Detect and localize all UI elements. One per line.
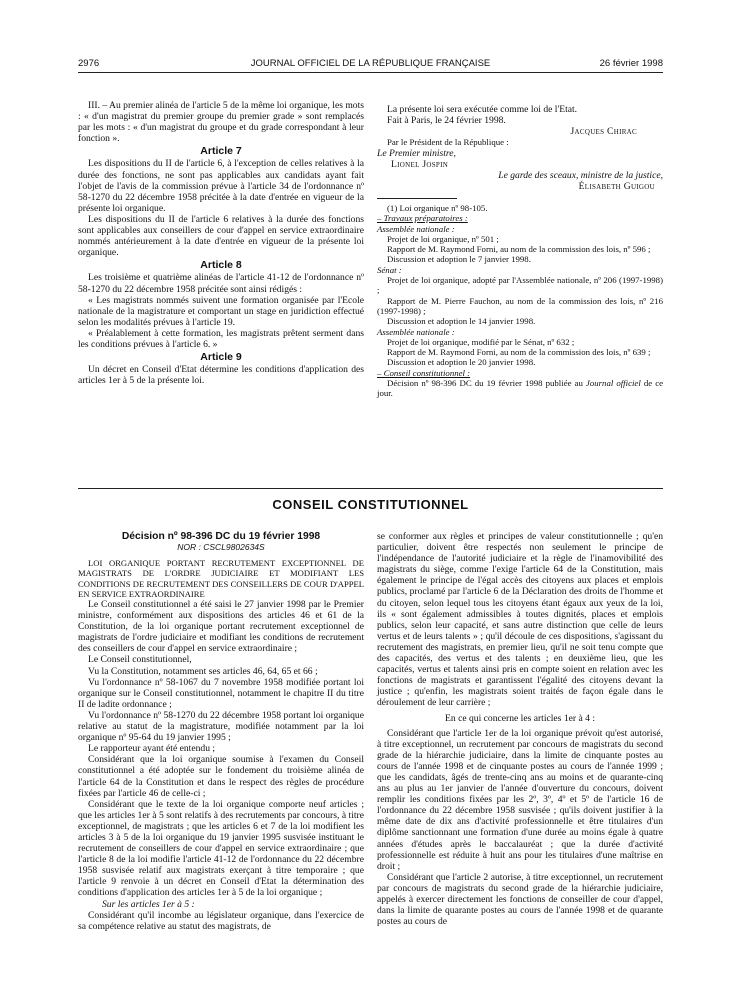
- article-7-para-1: Les dispositions du II de l'article 6, à l'exception de celles relatives à la durée des fonctions, ne sont pas applicables aux candidats ayant fait l'objet de l'avis de la commission prévue à l'article 34 de l'ordonnance nº 58-1270 du 22 décembre 1958 précitée à la date d'entrée en vigueur de la présente loi organique.: [78, 158, 364, 214]
- paragraph: Considérant que l'article 2 autorise, à titre exceptionnel, un recrutement par concours de magistrats du second grade de la hiérarchie judiciaire, appelés à exercer directement les fonctions de conseiller de cour d'appel, dans la limite de quarante postes au cours de l'année 1998 et de quarante postes au cours de: [377, 871, 663, 928]
- bottom-right-column: [377, 531, 663, 927]
- president-signature: Jacques Chirac: [570, 126, 637, 138]
- an2-item-c: Discussion et adoption le 20 janvier 1998.: [387, 357, 536, 368]
- footnote-1: (1) Loi organique nº 98-105.: [387, 202, 488, 213]
- paragraph: Considérant que le texte de la loi organique comporte neuf articles ; que les articles 1er à 5 sont relatifs à des recrutements par concours, à titre exceptionnel, de magistrats ; que les articles 6 et 7 de la loi modifient les articles 3 à 5 de la loi organique du 19 janvier 1995 susvisée instituant le recrutement de conseillers de cour d'appel en service extraordinaire ; que l'article 8 de la loi modifie l'article 41-12 de l'ordonnance du 22 décembre 1958 susvisée relatif aux magistrats exerçant à titre temporaire ; que l'article 9 renvoie à un décret en Conseil d'Etat la détermination des conditions d'application des articles 1er à 5 de la loi organique ;: [78, 798, 364, 899]
- execution-clause: La présente loi sera exécutée comme loi de l'Etat.: [387, 104, 578, 115]
- article-9-para-1: Un décret en Conseil d'Etat détermine les conditions d'application des articles 1er à 5 de la présente loi.: [78, 364, 364, 387]
- paragraph: Vu l'ordonnance nº 58-1067 du 7 novembre 1958 modifiée portant loi organique sur le Conseil constitutionnel, notamment le chapitre II du titre II de ladite ordonnance ;: [78, 676, 364, 710]
- section-rule: [78, 488, 663, 489]
- paragraph: Considérant qu'il incombe au législateur organique, dans l'exercice de sa compétence relative au statut des magistrats, de: [78, 909, 364, 932]
- running-header: [78, 58, 663, 72]
- justice-minister-title: Le garde des sceaux, ministre de la justice,: [498, 169, 663, 181]
- paragraph: Considérant que l'article 1er de la loi organique prévoit qu'est autorisé, à titre exceptionnel, un recrutement par concours de magistrats du second grade de la hiérarchie judiciaire, dans la limite de cinquante postes au cours de l'année 1998 et de cinquante postes au cours de l'année 1999 ; que les candidats, âgés de trente-cinq ans au moins et de quarante-cinq ans au plus au 1er janvier de l'année d'ouverture du concours, doivent remplir les conditions fixées par les 2º, 3º, 4º et 5º de l'article 16 de l'ordonnance du 22 décembre 1958 susvisée ; qu'ils doivent justifier à la même date de dix ans d'activité professionnelle et être titulaires d'un diplôme sanctionnant une formation d'une durée au moins égale à quatre années d'études après le baccalauréat ; que la durée d'activité professionnelle est réduite à huit ans pour les titulaires d'une maîtrise en droit ;: [377, 727, 663, 872]
- article-9-heading: Article 9: [200, 351, 242, 364]
- paragraph: Le Conseil constitutionnel a été saisi le 27 janvier 1998 par le Premier ministre, conformément aux dispositions des articles 46 et 61 de la Constitution, de la loi organique portant recrutement exceptionnel de magistrats de l'ordre judiciaire et modifiant les conditions de recrutement des conseillers de cour d'appel en service extraordinaire ;: [78, 599, 364, 655]
- an2-heading: Assemblée nationale :: [377, 326, 455, 337]
- article-8-para-3: « Préalablement à cette formation, les magistrats prêtent serment dans les conditions prévues à l'article 6. »: [78, 327, 364, 350]
- top-right-column: [377, 104, 663, 399]
- travaux-heading: – Travaux préparatoires :: [377, 213, 468, 224]
- nor-reference: NOR : CSCL9802634S: [177, 542, 265, 553]
- an1-item-b: Rapport de M. Raymond Forni, au nom de la commission des lois, nº 596 ;: [387, 244, 651, 255]
- cc-item: [377, 378, 663, 399]
- footnotes: [377, 203, 663, 399]
- top-left-column: [78, 100, 364, 386]
- by-president: Par le Président de la République :: [387, 137, 509, 148]
- header-rule: [78, 72, 663, 73]
- subheading-articles-1-4: En ce qui concerne les articles 1er à 4 :: [445, 712, 595, 724]
- senat-item-b: Rapport de M. Pierre Fauchon, au nom de la commission des lois, nº 216 (1997-1998) ;: [377, 295, 663, 316]
- done-at: Fait à Paris, le 24 février 1998.: [387, 115, 506, 127]
- bottom-left-column: [78, 531, 364, 932]
- an2-item-b: Rapport de M. Raymond Forni, au nom de la commission des lois, nº 639 ;: [387, 347, 651, 358]
- paragraph: Le Conseil constitutionnel,: [88, 654, 192, 666]
- article-7-heading: Article 7: [200, 145, 242, 158]
- senat-item-a: Projet de loi organique, adopté par l'Assemblée nationale, nº 206 (1997-1998) ;: [377, 275, 663, 296]
- prime-minister-name: Lionel Jospin: [391, 158, 449, 170]
- prime-minister-title: Le Premier ministre,: [377, 147, 456, 159]
- section-title: CONSEIL CONSTITUTIONNEL: [272, 497, 469, 512]
- journal-title: JOURNAL OFFICIEL DE LA RÉPUBLIQUE FRANÇAISE: [250, 58, 491, 69]
- article-7-para-2: Les dispositions du II de l'article 6 relatives à la durée des fonctions sont applicables aux conseillers de cour d'appel en service extraordinaire nommés antérieurement à la date d'entrée en vigueur de la présente loi organique.: [78, 213, 364, 259]
- footnote-rule: [377, 198, 457, 199]
- issue-date: 26 février 1998: [599, 58, 663, 69]
- cc-item-journal: Journal officiel: [585, 378, 641, 388]
- an1-heading: Assemblée nationale :: [377, 223, 455, 234]
- an1-item-c: Discussion et adoption le 7 janvier 1998.: [387, 254, 531, 265]
- senat-item-c: Discussion et adoption le 14 janvier 1998.: [387, 316, 536, 327]
- paragraph: Considérant que la loi organique soumise à l'examen du Conseil constitutionnel a été adoptée sur le fondement du troisième alinéa de l'article 64 de la Constitution et dans le respect des règles de procédure fixées par l'article 46 de celle-ci ;: [78, 754, 364, 799]
- subheading-articles-1-5: Sur les articles 1er à 5 :: [102, 898, 195, 910]
- cc-heading: – Conseil constitutionnel :: [377, 367, 471, 378]
- cc-item-text: Décision nº 98-396 DC du 19 février 1998 publiée au: [387, 378, 583, 388]
- paragraph: Vu l'ordonnance nº 58-1270 du 22 décembre 1958 portant loi organique relative au statut de la magistrature, modifiée notamment par la loi organique nº 95-64 du 19 janvier 1995 ;: [78, 709, 364, 744]
- article-8-para-1: Les troisième et quatrième alinéas de l'article 41-12 de l'ordonnance nº 58-1270 du 22 décembre 1958 précitée sont ainsi rédigés :: [78, 272, 364, 295]
- paragraph: se conformer aux règles et principes de valeur constitutionnelle ; qu'en particulier, doivent être respectés non seulement le principe de l'indépendance de l'autorité judiciaire et la règle de l'inamovibilité des magistrats du siège, comme l'exige l'article 64 de la Constitution, mais également le principe de l'égal accès des citoyens aux places et emplois publics, proclamé par l'article 6 de la Déclaration des droits de l'homme et du citoyen, selon lequel tous les citoyens étant égaux aux yeux de la loi, ils « sont également admissibles à toutes dignités, places et emplois publics, selon leur capacité, et sans autre distinction que celle de leurs vertus et de leurs talents » ; qu'il découle de ces dispositions, s'agissant du recrutement des magistrats, en premier lieu, qu'il ne soit tenu compte que des capacités, des vertus et des talents ; en deuxième lieu, que les capacités, vertus et talents ainsi pris en compte soient en relation avec les fonctions de magistrats et garantissent l'égalité des citoyens devant la justice ; qu'enfin, les magistrats soient traités de façon égale dans le déroulement de leur carrière ;: [377, 531, 663, 709]
- decision-object: LOI ORGANIQUE PORTANT RECRUTEMENT EXCEPTIONNEL DE MAGISTRATS DE L'ORDRE JUDICIAIRE ET MODIFIANT LES CONDITIONS DE RECRUTEMENT DES CONSEILLERS DE COUR D'APPEL EN SERVICE EXTRAORDINAIRE: [78, 558, 364, 599]
- article-8-heading: Article 8: [200, 259, 242, 272]
- page-number: 2976: [78, 58, 100, 69]
- decision-title: Décision nº 98-396 DC du 19 février 1998: [121, 531, 321, 542]
- paragraph: Le rapporteur ayant été entendu ;: [88, 743, 216, 755]
- an1-item-a: Projet de loi organique, nº 501 ;: [387, 233, 499, 244]
- senat-heading: Sénat :: [377, 264, 402, 275]
- cc-item-end: de ce jour.: [377, 378, 664, 399]
- an2-item-a: Projet de loi organique, modifié par le Sénat, nº 632 ;: [387, 336, 575, 347]
- paragraph: Vu la Constitution, notamment ses articles 46, 64, 65 et 66 ;: [88, 665, 318, 677]
- justice-minister-name: Élisabeth Guigou: [578, 180, 655, 192]
- article-8-para-2: « Les magistrats nommés suivent une formation organisée par l'Ecole nationale de la magistrature et comportant un stage en juridiction effectué selon les modalités prévues à l'article 19.: [78, 294, 364, 328]
- article-6-III: III. – Au premier alinéa de l'article 5 de la même loi organique, les mots : « d'un magistrat du premier groupe du premier grade » sont remplacés par les mots : « d'un magistrat du groupe et du grade correspondant à leur fonction ».: [78, 100, 364, 145]
